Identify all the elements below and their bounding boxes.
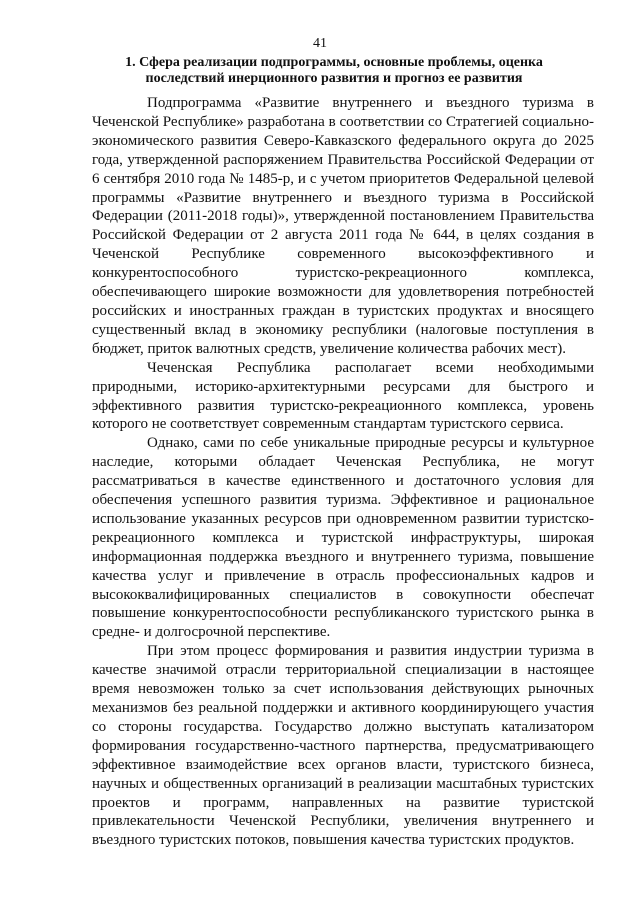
section-heading: 1. Сфера реализации подпрограммы, основные проблемы, оценка последствий инерционного развития и прогноз ее развития	[125, 55, 543, 86]
paragraph-1: Подпрограмма «Развитие внутреннего и въездного туризма в Чеченской Республике» разработана в соответствии со Стратегией социально-экономического развития Северо-Кавказского федерального округа до 2025 года, утвержденной распоряжением Правительства Российской Федерации от 6 сентября 2010 года № 1485-р, и с учетом приоритетов Федеральной целевой программы «Развитие внутреннего и въездного туризма в Российской Федерации (2011-2018 годы)», утвержденной постановлением Правительства Российской Федерации от 2 августа 2011 года № 644, в целях создания в Чеченской Республике современного высокоэффективного и конкурентоспособного туристско-рекреационного комплекса, обеспечивающего широкие возможности для удовлетворения потребностей российских и иностранных граждан в туристских продуктах и вносящего существенный вклад в экономику республики (налоговые поступления в бюджет, приток валютных средств, увеличение количества рабочих мест).	[92, 95, 594, 357]
page-number: 41	[313, 36, 327, 51]
paragraph-4: При этом процесс формирования и развития индустрии туризма в качестве значимой отрасли территориальной специализации в настоящее время невозможен только за счет использования действующих рыночных механизмов без реальной поддержки и активного координирующего участия со стороны государства. Государство должно выступать катализатором формирования государственно-частного партнерства, предусматривающего эффективное взаимодействие всех органов власти, туристского бизнеса, научных и общественных организаций в реализации масштабных туристских проектов и программ, направленных на развитие туристской привлекательности Чеченской Республики, увеличения внутреннего и въездного туристских потоков, повышения качества туристских продуктов.	[92, 643, 594, 849]
paragraph-3: Однако, сами по себе уникальные природные ресурсы и культурное наследие, которыми обладает Чеченская Республика, не могут рассматриваться в качестве единственного и достаточного условия для обеспечения успешного развития туризма. Эффективное и рациональное использование указанных ресурсов при одновременном развитии туристско-рекреационного комплекса и туристской инфраструктуры, широкая информационная поддержка въездного и внутреннего туризма, повышение качества услуг и привлечение в отрасль профессиональных кадров и высококвалифицированных специалистов в совокупности обеспечат повышение конкурентоспособности республиканского туристского рынка в средне- и долгосрочной перспективе.	[92, 435, 594, 641]
body-text	[92, 94, 594, 850]
paragraph-2: Чеченская Республика располагает всеми необходимыми природными, историко-архитектурными ресурсами для быстрого и эффективного развития туристско-рекреационного комплекса, уровень которого не соответствует современным стандартам туристского сервиса.	[92, 359, 594, 433]
